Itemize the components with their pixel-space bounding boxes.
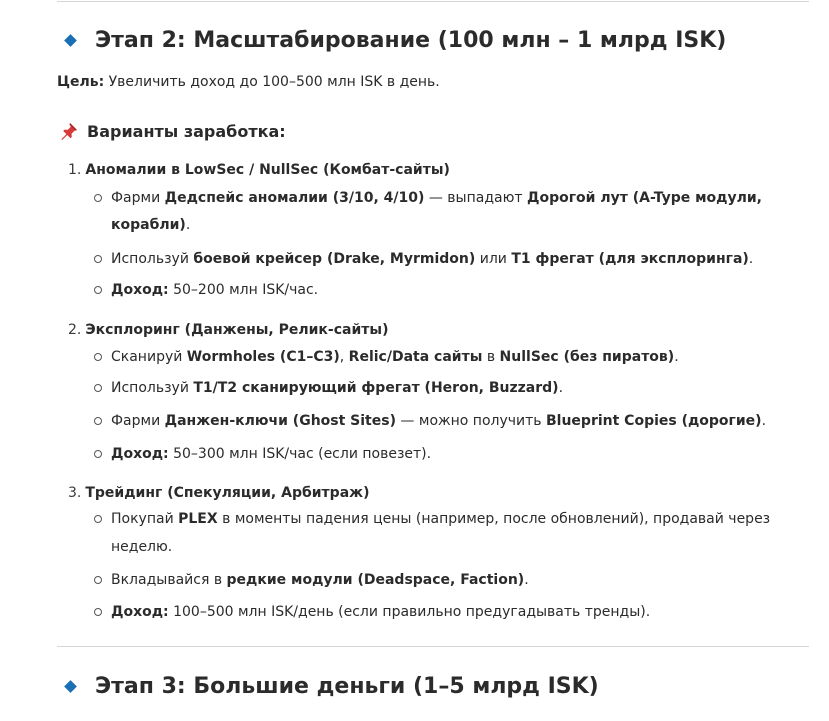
bold-text: корабли) <box>111 217 186 233</box>
list-item <box>68 322 388 338</box>
goal-text: Увеличить доход до 100–500 млн ISK в день. <box>104 74 440 90</box>
bold-text: Wormholes (C1–C3) <box>186 349 340 365</box>
circle-bullet-icon <box>94 194 102 202</box>
circle-bullet-icon <box>94 515 102 523</box>
sub-bullet-text: Покупай PLEX в моменты падения цены (например, после обновлений), продавай через <box>111 511 771 527</box>
pushpin-icon <box>59 121 79 141</box>
stage2-title: Этап 2: Масштабирование (100 млн – 1 млрд ISK) <box>95 28 727 53</box>
circle-bullet-icon <box>94 450 102 458</box>
goal-label: Цель: <box>57 74 105 90</box>
circle-bullet-icon <box>94 417 102 425</box>
sub-bullet-text: Используй T1/T2 сканирующий фрегат (Heron, Buzzard). <box>111 380 564 396</box>
list-item-title: Эксплоринг (Данжены, Релик-сайты) <box>85 322 389 338</box>
bold-text: NullSec (без пиратов) <box>499 349 675 365</box>
bold-text: Relic/Data сайты <box>348 349 483 365</box>
circle-bullet-icon <box>94 576 102 584</box>
list-item-number: 3. <box>68 485 82 501</box>
sub-bullet-text: Вкладывайся в редкие модули (Deadspace, Faction). <box>111 572 529 588</box>
top-divider <box>57 1 809 2</box>
sub-bullet <box>94 598 650 627</box>
sub-bullet-text: корабли). <box>111 217 191 233</box>
sub-bullet <box>94 533 172 562</box>
bold-text: T1/T2 сканирующий фрегат (Heron, Buzzard) <box>193 380 559 396</box>
circle-bullet-icon <box>94 286 102 294</box>
variants-title: Варианты заработка: <box>87 121 286 141</box>
bold-text: редкие модули (Deadspace, Faction) <box>226 572 525 588</box>
sub-bullet-text: Фарми Данжен-ключи (Ghost Sites) — можно получить Blueprint Copies (дорогие). <box>111 413 767 429</box>
stage3-heading <box>62 674 599 699</box>
list-item-title: Трейдинг (Спекуляции, Арбитраж) <box>85 485 370 501</box>
sub-bullet <box>94 440 431 469</box>
sub-bullet <box>94 505 770 534</box>
list-item <box>68 485 369 501</box>
section-divider <box>57 646 809 647</box>
list-item-number: 2. <box>68 322 82 338</box>
bold-text: Данжен-ключи (Ghost Sites) <box>164 413 396 429</box>
bold-text: T1 фрегат (для эксплоринга) <box>511 251 749 267</box>
sub-bullet-text: Сканируй Wormholes (C1–C3), Relic/Data сайты в NullSec (без пиратов). <box>111 349 679 365</box>
sub-bullet <box>94 566 529 595</box>
list-item-number: 1. <box>68 162 82 178</box>
circle-bullet-icon <box>94 608 102 616</box>
sub-bullet <box>94 407 766 436</box>
list-item-title: Аномалии в LowSec / NullSec (Комбат-сайты) <box>85 162 450 178</box>
diamond-icon <box>64 34 77 47</box>
circle-bullet-icon <box>94 353 102 361</box>
sub-bullet-text: неделю. <box>111 539 173 555</box>
sub-bullet <box>94 184 762 213</box>
stage3-title: Этап 3: Большие деньги (1–5 млрд ISK) <box>95 674 599 699</box>
circle-bullet-icon <box>94 384 102 392</box>
variants-heading <box>59 121 286 141</box>
stage2-heading <box>62 28 726 53</box>
bold-text: PLEX <box>178 511 218 527</box>
sub-bullet <box>94 245 753 274</box>
bold-text: Доход: <box>111 282 169 298</box>
sub-bullet <box>94 343 679 372</box>
sub-bullet-text: Фарми Дедспейс аномалии (3/10, 4/10) — выпадают Дорогой лут (A-Type модули, <box>111 190 762 206</box>
sub-bullet <box>94 276 318 305</box>
bold-text: Доход: <box>111 604 169 620</box>
goal-paragraph <box>57 74 440 90</box>
bold-text: Дорогой лут (A-Type модули, <box>527 190 762 206</box>
sub-bullet-text: Доход: 50–300 млн ISK/час (если повезет). <box>111 446 432 462</box>
sub-bullet-text: Доход: 50–200 млн ISK/час. <box>111 282 319 298</box>
sub-bullet-text: Доход: 100–500 млн ISK/день (если правильно предугадывать тренды). <box>111 604 651 620</box>
bold-text: Доход: <box>111 446 169 462</box>
diamond-icon <box>64 680 77 693</box>
list-item <box>68 162 450 178</box>
sub-bullet-text: Используй боевой крейсер (Drake, Myrmidon) или T1 фрегат (для эксплоринга). <box>111 251 754 267</box>
bold-text: Blueprint Copies (дорогие) <box>545 413 762 429</box>
sub-bullet <box>94 211 190 240</box>
sub-bullet <box>94 374 563 403</box>
circle-bullet-icon <box>94 255 102 263</box>
bold-text: Дедспейс аномалии (3/10, 4/10) <box>164 190 425 206</box>
bold-text: боевой крейсер (Drake, Myrmidon) <box>193 251 476 267</box>
